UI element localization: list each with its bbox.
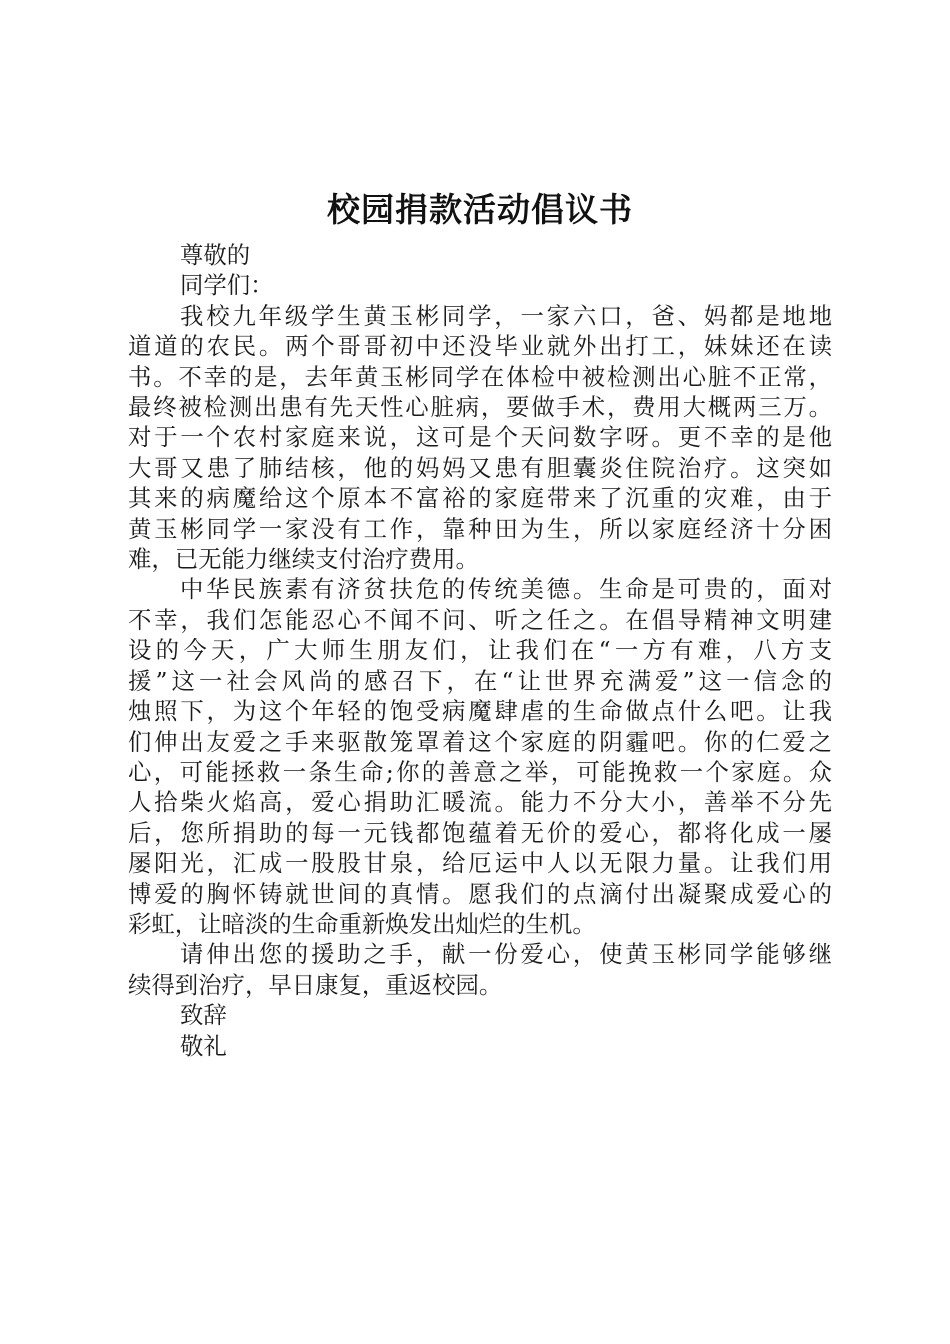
paragraph-line: 援”这一社会风尚的感召下，在“让世界充满爱”这一信念的 — [128, 666, 832, 695]
paragraph-line: 请伸出您的援助之手，献一份爱心，使黄玉彬同学能够继 — [180, 940, 832, 969]
paragraph-line: 最终被检测出患有先天性心脏病，要做手术，费用大概两三万。 — [128, 393, 832, 422]
paragraph-line: 后，您所捐助的每一元钱都饱蕴着无价的爱心，都将化成一屡 — [128, 818, 832, 847]
paragraph-line: 道道的农民。两个哥哥初中还没毕业就外出打工，妹妹还在读 — [128, 332, 832, 361]
paragraph-3 — [128, 939, 832, 1000]
paragraph-line: 难，已无能力继续支付治疗费用。 — [128, 545, 479, 574]
paragraph-2 — [128, 574, 832, 939]
paragraph-line: 博爱的胸怀铸就世间的真情。愿我们的点滴付出凝聚成爱心的 — [128, 879, 832, 908]
paragraph-line: 不幸，我们怎能忍心不闻不问、听之任之。在倡导精神文明建 — [128, 605, 832, 634]
paragraph-line: 中华民族素有济贫扶危的传统美德。生命是可贵的，面对 — [180, 575, 832, 604]
paragraph-line: 烛照下，为这个年轻的饱受病魔肆虐的生命做点什么吧。让我 — [128, 697, 832, 726]
paragraph-line: 设的今天，广大师生朋友们，让我们在“一方有难，八方支 — [128, 636, 832, 665]
paragraph-line: 人拾柴火焰高，爱心捐助汇暖流。能力不分大小，善举不分先 — [128, 788, 832, 817]
paragraph-line: 屡阳光，汇成一股股甘泉，给厄运中人以无限力量。让我们用 — [128, 849, 832, 878]
paragraph-line: 书。不幸的是，去年黄玉彬同学在体检中被检测出心脏不正常， — [128, 362, 832, 391]
document-title: 校园捐款活动倡议书 — [327, 190, 633, 229]
paragraph-line: 对于一个农村家庭来说，这可是个天问数字呀。更不幸的是他 — [128, 423, 832, 452]
paragraph-line: 我校九年级学生黄玉彬同学，一家六口，爸、妈都是地地 — [180, 301, 832, 330]
paragraph-line: 续得到治疗，早日康复，重返校园。 — [128, 970, 503, 999]
salutation-line-2: 同学们： — [180, 271, 274, 300]
paragraph-line: 心，可能拯救一条生命;你的善意之举，可能挽救一个家庭。众 — [128, 757, 832, 786]
paragraph-line: 黄玉彬同学一家没有工作，靠种田为生，所以家庭经济十分困 — [128, 514, 832, 543]
paragraph-line: 大哥又患了肺结核，他的妈妈又患有胆囊炎住院治疗。这突如 — [128, 453, 832, 482]
salutation-line-1: 尊敬的 — [180, 241, 251, 269]
closing-line-1: 致辞 — [180, 1001, 227, 1030]
document-page — [128, 182, 832, 1061]
paragraph-line: 彩虹，让暗淡的生命重新焕发出灿烂的生机。 — [128, 909, 596, 938]
closing-line-2: 敬礼 — [180, 1031, 227, 1060]
paragraph-line: 其来的病魔给这个原本不富裕的家庭带来了沉重的灾难，由于 — [128, 484, 832, 513]
paragraph-line: 们伸出友爱之手来驱散笼罩着这个家庭的阴霾吧。你的仁爱之 — [128, 727, 832, 756]
paragraph-1 — [128, 301, 832, 575]
